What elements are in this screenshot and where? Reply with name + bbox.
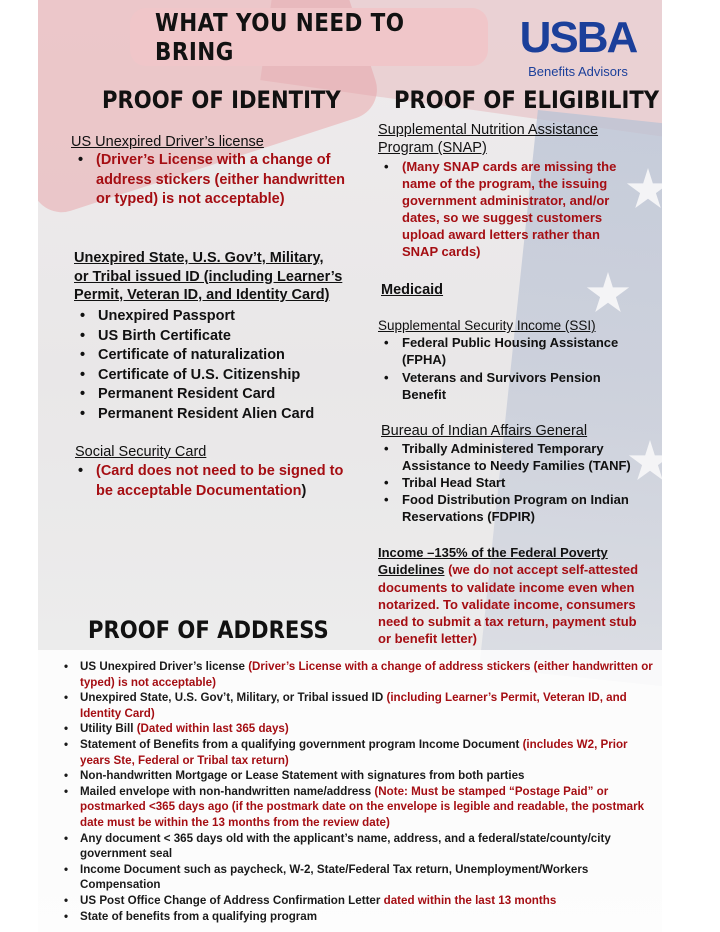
list-item: • Certificate of naturalization xyxy=(76,346,356,366)
income-note: (we do not accept self-attested documents to validate income even when notarized. To validate income, consumers need to submit a tax return, payment stub or benefit letter) xyxy=(378,562,639,647)
item-note: (Dated within last 365 days) xyxy=(136,722,289,736)
list-item: • Unexpired Passport xyxy=(76,307,356,327)
list-item xyxy=(60,893,660,909)
ssc-note-tail: ) xyxy=(301,482,307,499)
list-item xyxy=(60,659,660,690)
logo-mark: USBA xyxy=(519,13,637,62)
list-item xyxy=(74,462,349,501)
item-text: Statement of Benefits from a qualifying government program Income Document xyxy=(80,737,523,751)
snap-note: (Many SNAP cards are missing the name of the program, the issuing government administrator, and/or dates, so we suggest customers upload award letters rather than SNAP cards) xyxy=(402,159,617,259)
list-item: • Certificate of U.S. Citizenship xyxy=(76,366,356,386)
item-note: (Note: Must be stamped “Postage Paid” or postmarked <365 days ago (if the postmark date on the envelope is legible and readable, the postmark date must be within the 13 months from the review date) xyxy=(80,784,645,829)
list-item: • Food Distribution Program on Indian Reservations (FDPIR) xyxy=(380,491,648,525)
bia-list xyxy=(380,440,648,525)
ssc-list xyxy=(74,462,349,501)
item-text: State of benefits from a qualifying program xyxy=(80,909,318,923)
page-title: WHAT YOU NEED TO BRING xyxy=(155,8,405,66)
identity-document-list xyxy=(76,307,356,424)
list-item: • Federal Public Housing Assistance (FPHA) xyxy=(380,334,632,368)
list-item xyxy=(74,151,346,210)
item-text: Any document < 365 days old with the applicant’s name, address, and a federal/state/county/city government seal xyxy=(80,831,611,861)
bia-title: Bureau of Indian Affairs General xyxy=(381,423,588,439)
list-item: • Permanent Resident Card xyxy=(76,385,356,405)
license-note: (Driver’s License with a change of address stickers (either handwritten or typed) is not acceptable) xyxy=(96,152,345,207)
list-item xyxy=(60,831,660,862)
ssc-title: Social Security Card xyxy=(75,444,207,460)
item-text: US Unexpired Driver’s license xyxy=(80,660,249,673)
address-heading: PROOF OF ADDRESS xyxy=(88,616,329,644)
item-text: US Post Office Change of Address Confirmation Letter xyxy=(80,893,384,907)
item-note: (Driver’s License with a change of address stickers (either handwritten or typed) is not acceptable) xyxy=(80,660,653,689)
flyer xyxy=(38,0,662,932)
list-item xyxy=(380,158,632,260)
item-text: Utility Bill xyxy=(80,722,137,736)
item-text: Mailed envelope with non-handwritten name/address xyxy=(80,784,375,798)
identity-heading: PROOF OF IDENTITY xyxy=(102,86,341,114)
ssi-list xyxy=(380,334,632,403)
state-id-title xyxy=(74,249,342,305)
list-item: • US Birth Certificate xyxy=(76,327,356,347)
license-title: US Unexpired Driver’s license xyxy=(71,134,264,150)
item-text: Non-handwritten Mortgage or Lease Statement with signatures from both parties xyxy=(80,769,525,783)
address-document-list xyxy=(60,659,660,924)
snap-title: Supplemental Nutrition Assistance Program (SNAP) xyxy=(378,122,599,156)
list-item: • Permanent Resident Alien Card xyxy=(76,405,356,425)
list-item: • Tribally Administered Temporary Assistance to Needy Families (TANF) xyxy=(380,440,648,474)
list-item xyxy=(60,737,660,768)
logo-subtitle: Benefits Advisors xyxy=(528,64,628,79)
list-item xyxy=(60,909,660,925)
list-item: • Veterans and Survivors Pension Benefit xyxy=(380,369,632,403)
usba-logo xyxy=(518,13,638,82)
snap-list xyxy=(380,158,632,260)
medicaid-title: Medicaid xyxy=(381,282,444,298)
list-item xyxy=(60,784,660,831)
list-item xyxy=(60,862,660,893)
state-id-title-line: Unexpired State, U.S. Gov’t, Military, xyxy=(74,250,324,266)
list-item xyxy=(60,721,660,737)
income-paragraph xyxy=(378,544,650,648)
item-note: dated within the last 13 months xyxy=(383,893,557,907)
item-text: Unexpired State, U.S. Gov’t, Military, or Tribal issued ID xyxy=(80,691,387,705)
list-item: • Tribal Head Start xyxy=(380,474,648,491)
ssi-title: Supplemental Security Income (SSI) xyxy=(378,318,596,333)
license-list xyxy=(74,151,346,210)
list-item xyxy=(60,768,660,784)
item-text: Income Document such as paycheck, W-2, State/Federal Tax return, Unemployment/Workers Compensation xyxy=(80,862,589,892)
list-item xyxy=(60,690,660,721)
item-note: (includes W2, Prior years Ste, Federal or Tribal tax return) xyxy=(80,737,628,767)
ssc-note: (Card does not need to be signed to be acceptable Documentation xyxy=(96,463,344,499)
item-note: (including Learner’s Permit, Veteran ID, and Identity Card) xyxy=(80,691,627,720)
state-id-title-line: Permit, Veteran ID, and Identity Card) xyxy=(74,287,330,303)
state-id-title-line: or Tribal issued ID (including Learner’s xyxy=(74,268,343,285)
eligibility-heading: PROOF OF ELIGIBILITY xyxy=(394,86,660,114)
income-title: Income –135% of the Federal Poverty Guidelines xyxy=(378,545,608,578)
